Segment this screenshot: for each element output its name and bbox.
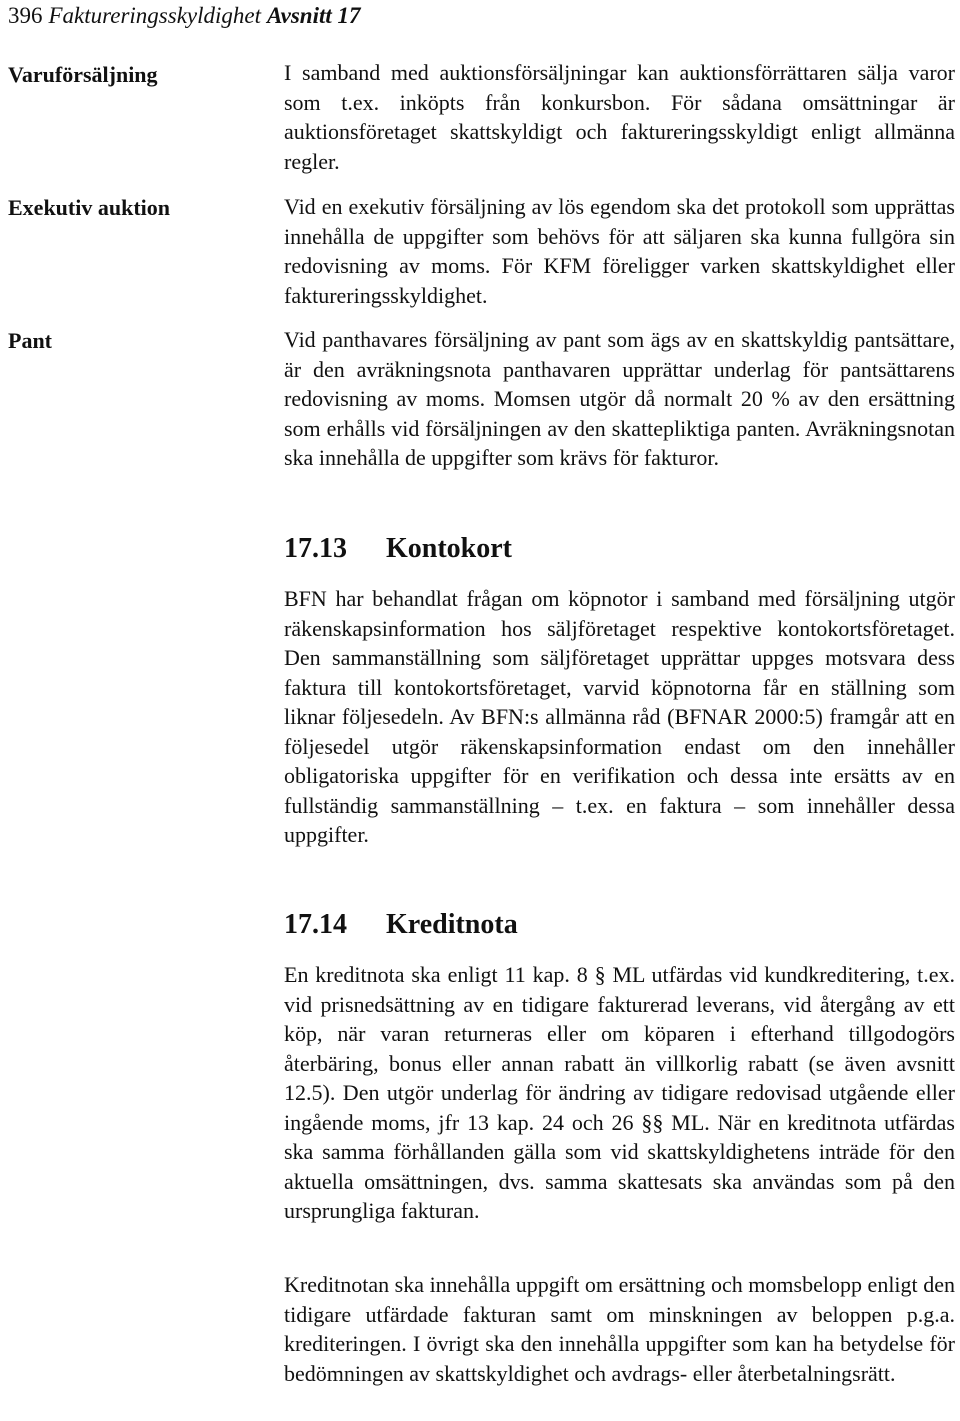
page-number: 396	[8, 3, 43, 28]
section-heading-kontokort	[284, 532, 955, 566]
paragraph-pant: Vid panthavares försäljning av pant som ägs av en skattskyldig pantsättare, är den avräkningsnota panthavaren upprättar underlag för pantsättarens redovisning av moms. Momsen utgör då normalt 20 % av den ersättning som erhålls vid försäljningen av den skattepliktiga panten. Avräkningsnotan ska innehålla de uppgifter som krävs för fakturor.	[284, 327, 955, 470]
paragraph-kontokort: BFN har behandlat frågan om köpnotor i samband med försäljning utgör räkenskapsinformation hos säljföretaget respektive kontokortsföretaget. Den sammanställning som säljföretaget upprättar uppges motsvara dess faktura till kontokortsföretaget, varvid köpnotorna får en ställning som liknar följesedeln. Av BFN:s allmänna råd (BFNAR 2000:5) framgår att en följesedel utgör räkenskapsinformation endast om den innehåller obligatoriska uppgifter för en verifikation och dessa inte ersätts av en fullständig sammanställning – t.ex. en faktura – som innehåller dessa uppgifter.	[284, 586, 955, 847]
paragraph-kreditnota-innehall: Kreditnotan ska innehålla uppgift om ersättning och momsbelopp enligt den tidigare utfärdade fakturan samt om minskningen av beloppen p.g.a. krediteringen. I övrigt ska den innehålla uppgifter som kan ha betydelse för bedömningen av skattskyldighet och avdrags- eller återbetalningsrätt.	[284, 1272, 955, 1386]
side-heading-varuforsaljning: Varuförsäljning	[8, 62, 158, 87]
section-heading-kreditnota	[284, 908, 955, 942]
paragraph-exekutiv-auktion: Vid en exekutiv försäljning av lös egendom ska det protokoll som upprättas innehålla de uppgifter som behövs för att säljaren ska kunna fullgöra sin redovisning av moms. För KFM föreligger varken skattskyldighet eller faktureringsskyldighet.	[284, 194, 955, 308]
section-number: 17.14	[284, 909, 347, 940]
section-title: Kreditnota	[386, 909, 518, 940]
side-heading-exekutiv-auktion: Exekutiv auktion	[8, 195, 170, 220]
book-title: Faktureringsskyldighet	[48, 3, 261, 28]
section-title: Kontokort	[386, 533, 512, 564]
side-heading-pant: Pant	[8, 328, 52, 353]
paragraph-kreditnota: En kreditnota ska enligt 11 kap. 8 § ML utfärdas vid kundkreditering, t.ex. vid prisnedsättning av en tidigare fakturerad leverans, vid återgång av ett köp, när varan returneras eller om köparen i efterhand tillgodogörs återbäring, bonus eller annan rabatt än villkorlig rabatt (se även avsnitt 12.5). Den utgör underlag för ändring av tidigare redovisad utgående eller ingående moms, jfr 13 kap. 24 och 26 §§ ML. När en kreditnota utfärdas ska samma förhållanden gälla som vid skattskyldighetens inträde för den aktuella omsättningen, dvs. samma skattesats ska användas som på den ursprungliga fakturan.	[284, 962, 955, 1223]
page-header	[8, 2, 361, 30]
paragraph-auktionsforsaljning: I samband med auktionsförsäljningar kan auktionsförrättaren sälja varor som t.ex. inköpts från konkursbon. För sådana omsättningar är auktionsföretaget skattskyldigt och faktureringsskyldigt enligt allmänna regler.	[284, 60, 955, 174]
section-label: Avsnitt 17	[267, 3, 361, 28]
section-number: 17.13	[284, 533, 347, 564]
